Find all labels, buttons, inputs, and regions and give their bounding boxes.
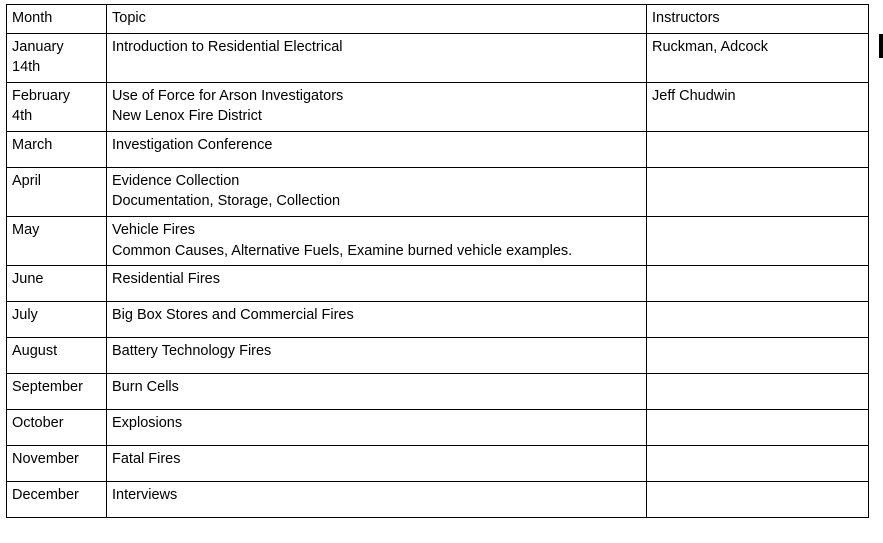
cell-topic-line: Investigation Conference [112, 136, 273, 153]
cell-instructors [647, 33, 869, 82]
table-row [7, 338, 869, 374]
cell-topic [107, 266, 647, 302]
cell-month-line: January [12, 38, 64, 55]
cell-topic [107, 338, 647, 374]
cell-month [7, 374, 107, 410]
table-row [7, 131, 869, 167]
cell-month [7, 410, 107, 446]
cell-month-line: December [12, 487, 79, 504]
cell-instructors [647, 410, 869, 446]
cell-month-line: September [12, 379, 83, 396]
table-row [7, 374, 869, 410]
cell-topic-line: Documentation, Storage, Collection [112, 193, 341, 210]
cell-topic-line: Battery Technology Fires [112, 343, 272, 360]
cell-instructors-line: Ruckman, Adcock [652, 38, 769, 55]
table-row [7, 302, 869, 338]
cell-month-line: 14th [12, 59, 41, 76]
cell-month [7, 266, 107, 302]
cell-month [7, 217, 107, 266]
cell-instructors [647, 482, 869, 518]
cell-month [7, 338, 107, 374]
cell-topic [107, 482, 647, 518]
cell-topic-line: Use of Force for Arson Investigators [112, 87, 344, 104]
cell-instructors [647, 302, 869, 338]
table-row [7, 446, 869, 482]
cell-month-line: November [12, 451, 79, 468]
cell-instructors [647, 217, 869, 266]
cell-month-line: August [12, 343, 58, 360]
cell-month-line: May [12, 222, 40, 239]
table-header-row [7, 5, 869, 34]
table-row [7, 82, 869, 131]
cell-topic [107, 410, 647, 446]
cell-month-line: July [12, 307, 38, 324]
cell-instructors [647, 374, 869, 410]
cell-topic-line: Residential Fires [112, 271, 220, 288]
cell-instructors [647, 131, 869, 167]
cell-topic [107, 33, 647, 82]
table-row [7, 33, 869, 82]
cell-month [7, 302, 107, 338]
table-row [7, 482, 869, 518]
cell-month-line: 4th [12, 108, 33, 125]
table-row [7, 217, 869, 266]
cell-topic-line: Introduction to Residential Electrical [112, 38, 343, 55]
schedule-table [6, 4, 869, 518]
cell-topic [107, 167, 647, 216]
cell-month [7, 131, 107, 167]
cell-topic-line: Vehicle Fires [112, 222, 196, 239]
cell-month [7, 82, 107, 131]
cell-instructors [647, 82, 869, 131]
cell-topic [107, 302, 647, 338]
cell-topic-line: Interviews [112, 487, 178, 504]
column-header-month: Month [7, 5, 107, 34]
cell-topic [107, 374, 647, 410]
table-row [7, 167, 869, 216]
cell-topic [107, 446, 647, 482]
cell-instructors [647, 338, 869, 374]
cell-month [7, 33, 107, 82]
table-body [7, 5, 869, 518]
table-row [7, 266, 869, 302]
cell-topic-line: Common Causes, Alternative Fuels, Examine burned vehicle examples. [112, 242, 573, 259]
cell-month-line: June [12, 271, 44, 288]
table-row [7, 410, 869, 446]
cell-topic-line: Fatal Fires [112, 451, 181, 468]
cell-month-line: October [12, 415, 64, 432]
cell-month-line: February [12, 87, 71, 104]
cell-topic-line: New Lenox Fire District [112, 108, 262, 125]
page-edge-marker [879, 34, 883, 58]
cell-topic-line: Big Box Stores and Commercial Fires [112, 307, 354, 324]
cell-month [7, 482, 107, 518]
column-header-instructors: Instructors [647, 5, 869, 34]
cell-month-line: April [12, 172, 42, 189]
cell-month-line: March [12, 136, 53, 153]
cell-topic-line: Explosions [112, 415, 183, 432]
cell-topic [107, 82, 647, 131]
cell-topic [107, 217, 647, 266]
column-header-topic: Topic [107, 5, 647, 34]
cell-instructors [647, 446, 869, 482]
cell-topic-line: Evidence Collection [112, 172, 240, 189]
cell-instructors [647, 266, 869, 302]
cell-month [7, 167, 107, 216]
cell-instructors-line: Jeff Chudwin [652, 87, 736, 104]
cell-topic-line: Burn Cells [112, 379, 179, 396]
cell-instructors [647, 167, 869, 216]
cell-topic [107, 131, 647, 167]
cell-month [7, 446, 107, 482]
